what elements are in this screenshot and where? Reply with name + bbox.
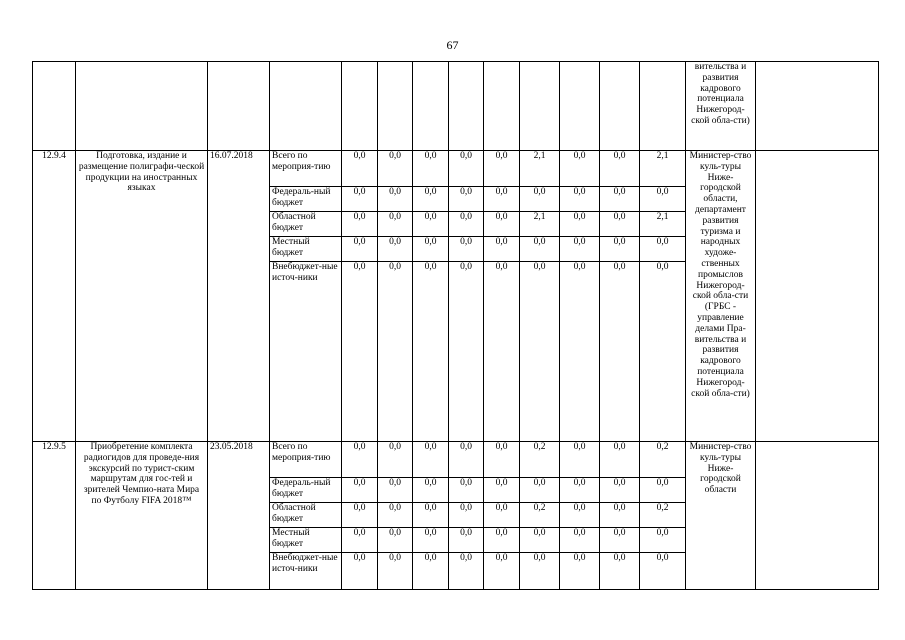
funding-value: 0,0 bbox=[484, 262, 520, 442]
funding-value: 0,0 bbox=[378, 503, 413, 528]
funding-value: 0,0 bbox=[449, 262, 484, 442]
funding-value: 0,0 bbox=[378, 237, 413, 262]
funding-source-label: Федераль-ный бюджет bbox=[270, 187, 342, 212]
funding-value: 0,0 bbox=[449, 237, 484, 262]
empty-cell bbox=[560, 62, 600, 151]
empty-cell bbox=[484, 62, 520, 151]
empty-cell bbox=[378, 62, 413, 151]
funding-value: 0,0 bbox=[600, 503, 640, 528]
empty-cell bbox=[600, 62, 640, 151]
funding-value: 0,0 bbox=[378, 151, 413, 187]
funding-value: 2,1 bbox=[520, 151, 560, 187]
funding-value: 0,0 bbox=[342, 212, 378, 237]
funding-value: 0,0 bbox=[560, 262, 600, 442]
activity-date: 16.07.2018 bbox=[208, 151, 270, 442]
activity-name: Подготовка, издание и размещение полиграфи-ческой продукции на иностранных языках bbox=[76, 151, 208, 442]
funding-value: 0,0 bbox=[560, 187, 600, 212]
funding-value: 0,0 bbox=[520, 528, 560, 553]
funding-value: 0,0 bbox=[600, 478, 640, 503]
funding-value: 0,0 bbox=[413, 528, 449, 553]
funding-source-label: Внебюджет-ные источ-ники bbox=[270, 262, 342, 442]
funding-value: 2,1 bbox=[520, 212, 560, 237]
activity-number: 12.9.4 bbox=[33, 151, 76, 442]
funding-value: 0,0 bbox=[640, 553, 686, 590]
funding-source-label: Всего по мероприя-тию bbox=[270, 151, 342, 187]
funding-value: 0,0 bbox=[600, 528, 640, 553]
funding-value: 0,0 bbox=[449, 442, 484, 478]
funding-value: 0,0 bbox=[560, 553, 600, 590]
funding-value: 0,0 bbox=[520, 237, 560, 262]
funding-value: 0,0 bbox=[520, 478, 560, 503]
funding-value: 0,0 bbox=[449, 478, 484, 503]
funding-value: 0,0 bbox=[378, 528, 413, 553]
funding-value: 0,0 bbox=[520, 262, 560, 442]
funding-value: 2,1 bbox=[640, 151, 686, 187]
funding-value: 0,0 bbox=[600, 151, 640, 187]
continuation-row bbox=[33, 62, 879, 151]
activity-name: Приобретение комплекта радиогидов для проведе-ния экскурсий по турист-ским маршрутам для гос-тей и зрителей Чемпио-ната Мира по Футболу FIFA 2018™ bbox=[76, 442, 208, 590]
page-number: 67 bbox=[446, 38, 459, 52]
funding-value: 0,0 bbox=[520, 553, 560, 590]
funding-value: 0,0 bbox=[342, 151, 378, 187]
activity-number: 12.9.5 bbox=[33, 442, 76, 590]
funding-value: 0,0 bbox=[449, 151, 484, 187]
empty-cell bbox=[449, 62, 484, 151]
funding-value: 0,0 bbox=[378, 262, 413, 442]
funding-value: 0,0 bbox=[640, 262, 686, 442]
funding-value: 0,0 bbox=[484, 212, 520, 237]
funding-value: 0,0 bbox=[378, 442, 413, 478]
funding-value: 0,0 bbox=[484, 528, 520, 553]
activity-executor: Министер-ство куль-туры Ниже-городской области, департамент развития туризма и народных художе-ственных промыслов Нижегород-ской обла-сти (ГРБС - управление делами Пра-вительства и развития кадрового потенциала Нижегород-ской обла-сти) bbox=[686, 151, 756, 442]
funding-value: 0,0 bbox=[413, 503, 449, 528]
funding-value: 0,0 bbox=[600, 187, 640, 212]
funding-value: 0,0 bbox=[342, 187, 378, 212]
funding-value: 0,0 bbox=[413, 442, 449, 478]
funding-value: 0,0 bbox=[378, 553, 413, 590]
funding-value: 0,0 bbox=[640, 478, 686, 503]
funding-source-label: Местный бюджет bbox=[270, 528, 342, 553]
funding-value: 0,0 bbox=[413, 478, 449, 503]
funding-source-label: Всего по мероприя-тию bbox=[270, 442, 342, 478]
funding-value: 0,0 bbox=[342, 553, 378, 590]
funding-value: 0,0 bbox=[560, 503, 600, 528]
funding-value: 0,2 bbox=[520, 442, 560, 478]
funding-value: 0,0 bbox=[560, 442, 600, 478]
funding-value: 0,0 bbox=[484, 237, 520, 262]
funding-source-label: Областной бюджет bbox=[270, 503, 342, 528]
funding-value: 0,2 bbox=[640, 503, 686, 528]
funding-source-label: Внебюджет-ные источ-ники bbox=[270, 553, 342, 590]
funding-value: 0,0 bbox=[484, 503, 520, 528]
empty-cell bbox=[76, 62, 208, 151]
activity-executor: Министер-ство куль-туры Ниже-городской области bbox=[686, 442, 756, 590]
funding-value: 0,0 bbox=[640, 528, 686, 553]
funding-value: 0,0 bbox=[342, 442, 378, 478]
funding-value: 0,0 bbox=[378, 187, 413, 212]
funding-value: 0,0 bbox=[449, 503, 484, 528]
empty-cell bbox=[208, 62, 270, 151]
funding-value: 0,0 bbox=[600, 237, 640, 262]
funding-value: 0,0 bbox=[520, 187, 560, 212]
funding-value: 0,0 bbox=[378, 212, 413, 237]
empty-cell bbox=[413, 62, 449, 151]
funding-value: 0,0 bbox=[413, 151, 449, 187]
funding-value: 0,0 bbox=[449, 212, 484, 237]
funding-value: 0,2 bbox=[520, 503, 560, 528]
empty-cell bbox=[342, 62, 378, 151]
funding-value: 0,0 bbox=[449, 528, 484, 553]
funding-value: 0,0 bbox=[449, 187, 484, 212]
funding-value: 0,0 bbox=[600, 553, 640, 590]
funding-value: 0,0 bbox=[484, 151, 520, 187]
table-row bbox=[33, 442, 879, 478]
funding-value: 0,0 bbox=[342, 237, 378, 262]
funding-value: 0,0 bbox=[413, 553, 449, 590]
funding-value: 0,0 bbox=[560, 478, 600, 503]
funding-value: 0,0 bbox=[640, 187, 686, 212]
funding-source-label: Федераль-ный бюджет bbox=[270, 478, 342, 503]
funding-value: 0,0 bbox=[560, 528, 600, 553]
empty-cell bbox=[756, 62, 879, 151]
funding-value: 0,0 bbox=[449, 553, 484, 590]
funding-value: 0,0 bbox=[342, 503, 378, 528]
funding-source-label: Областной бюджет bbox=[270, 212, 342, 237]
funding-value: 0,0 bbox=[600, 262, 640, 442]
funding-value: 0,0 bbox=[342, 478, 378, 503]
funding-value: 0,0 bbox=[378, 478, 413, 503]
funding-value: 0,0 bbox=[342, 262, 378, 442]
funding-value: 0,0 bbox=[484, 442, 520, 478]
funding-value: 0,0 bbox=[560, 212, 600, 237]
funding-value: 0,0 bbox=[342, 528, 378, 553]
funding-value: 0,0 bbox=[413, 212, 449, 237]
funding-value: 0,0 bbox=[484, 187, 520, 212]
funding-value: 0,0 bbox=[484, 478, 520, 503]
funding-value: 0,0 bbox=[413, 262, 449, 442]
activity-date: 23.05.2018 bbox=[208, 442, 270, 590]
empty-cell bbox=[756, 442, 879, 590]
empty-cell bbox=[756, 151, 879, 442]
empty-cell bbox=[270, 62, 342, 151]
funding-value: 0,0 bbox=[560, 151, 600, 187]
funding-value: 0,0 bbox=[413, 237, 449, 262]
funding-value: 0,2 bbox=[640, 442, 686, 478]
empty-cell bbox=[33, 62, 76, 151]
program-activities-table bbox=[32, 61, 879, 590]
executor-continuation: вительства и развития кадрового потенциала Нижегород-ской обла-сти) bbox=[686, 62, 756, 151]
funding-value: 0,0 bbox=[600, 442, 640, 478]
funding-value: 0,0 bbox=[640, 237, 686, 262]
table-row bbox=[33, 151, 879, 187]
empty-cell bbox=[520, 62, 560, 151]
funding-value: 0,0 bbox=[413, 187, 449, 212]
funding-value: 0,0 bbox=[484, 553, 520, 590]
funding-value: 0,0 bbox=[560, 237, 600, 262]
funding-value: 2,1 bbox=[640, 212, 686, 237]
funding-value: 0,0 bbox=[600, 212, 640, 237]
funding-source-label: Местный бюджет bbox=[270, 237, 342, 262]
empty-cell bbox=[640, 62, 686, 151]
